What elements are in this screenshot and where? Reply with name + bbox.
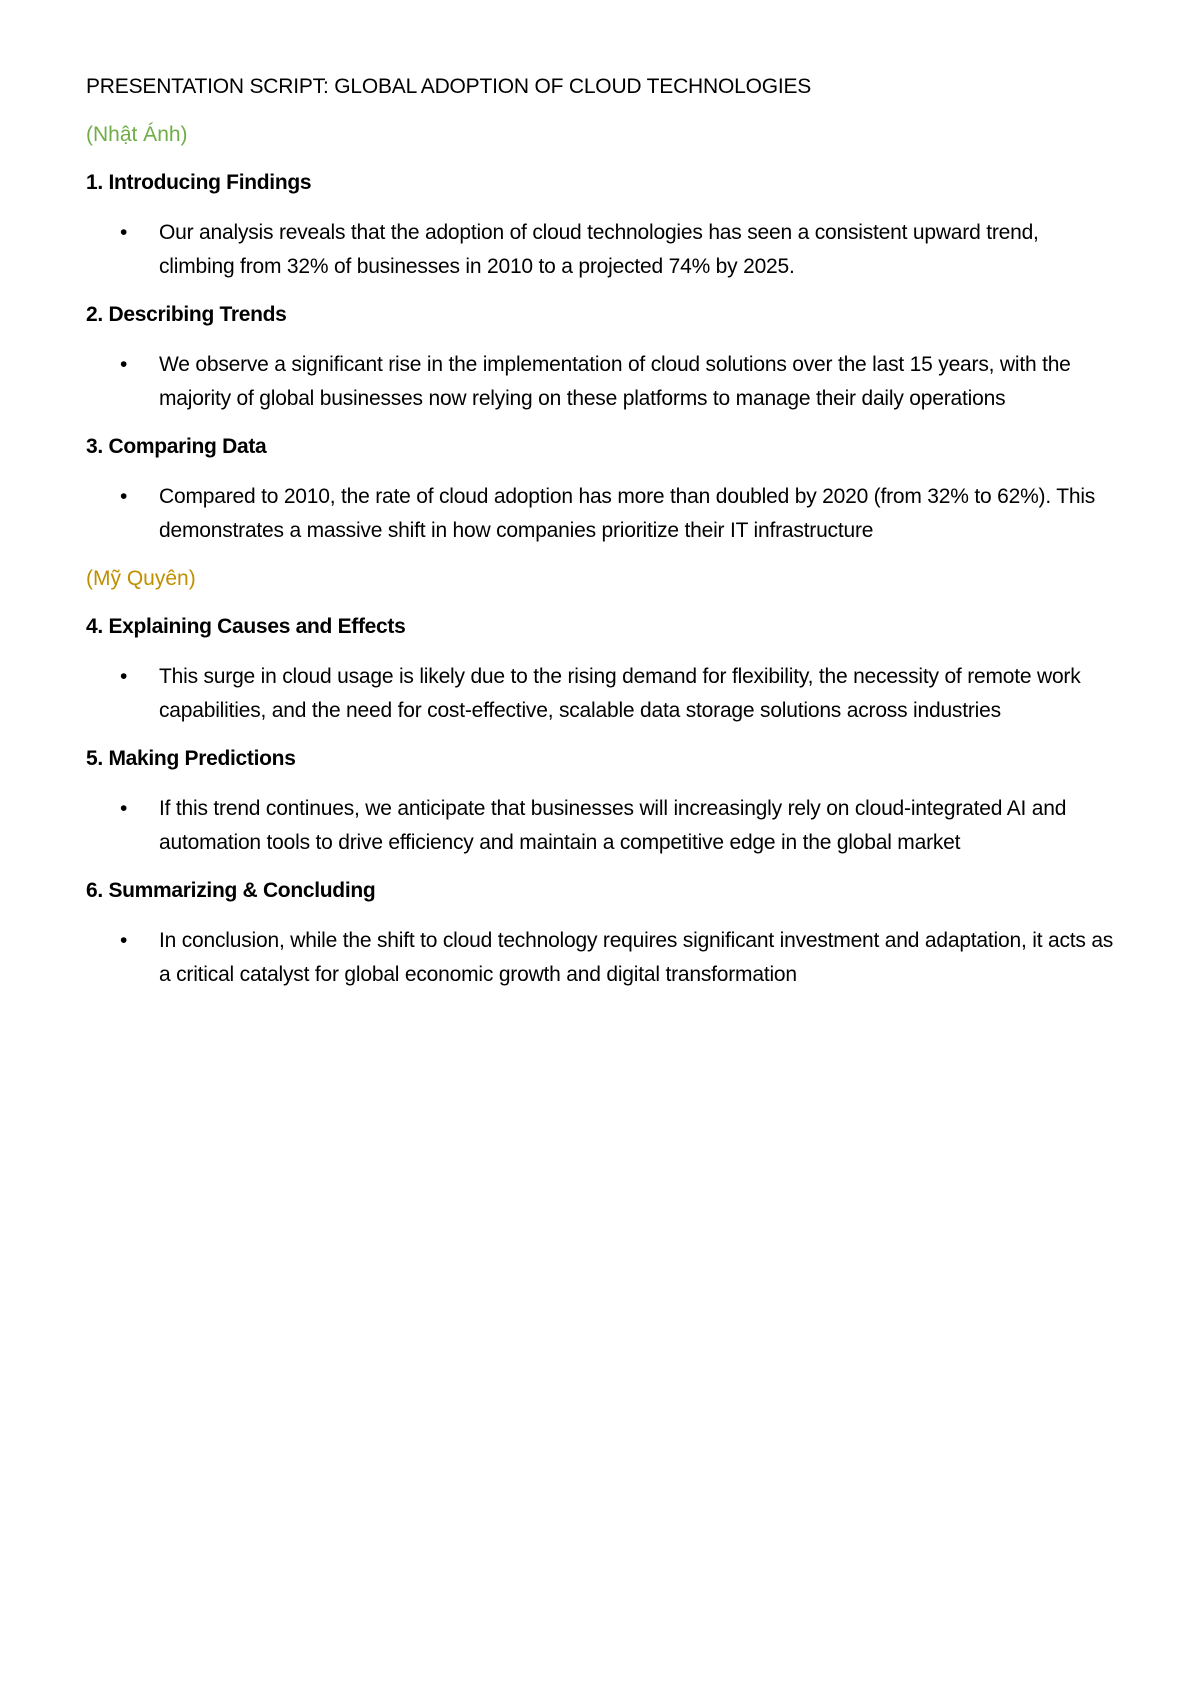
bullet-text: If this trend continues, we anticipate that businesses will increasingly rely on cloud-integrated AI and automation tools to drive efficiency and maintain a competitive edge in the global market — [159, 797, 1067, 854]
section-heading-making-predictions: 5. Making Predictions — [86, 747, 296, 770]
bullet-list — [86, 660, 1116, 728]
bullet-list — [86, 792, 1116, 860]
bullet-item-introducing-findings — [86, 216, 1116, 284]
bullet-item-comparing-data — [86, 480, 1116, 548]
bullet-item-explaining-causes — [86, 660, 1116, 728]
bullet-list — [86, 216, 1116, 284]
bullet-icon: • — [120, 353, 128, 376]
bullet-text: In conclusion, while the shift to cloud technology requires significant investment and adaptation, it acts as a critical catalyst for global economic growth and digital transformation — [159, 929, 1114, 986]
bullet-icon: • — [120, 797, 128, 820]
section-heading-introducing-findings: 1. Introducing Findings — [86, 171, 312, 194]
bullet-text: Our analysis reveals that the adoption of cloud technologies has seen a consistent upward trend, climbing from 32% of businesses in 2010 to a projected 74% by 2025. — [159, 221, 1039, 278]
bullet-item-describing-trends — [86, 348, 1116, 416]
speaker-label-my-quyen: (Mỹ Quyên) — [86, 567, 196, 590]
bullet-icon: • — [120, 485, 128, 508]
bullet-list — [86, 480, 1116, 548]
bullet-icon: • — [120, 665, 128, 688]
bullet-icon: • — [120, 221, 128, 244]
document-title: PRESENTATION SCRIPT: GLOBAL ADOPTION OF CLOUD TECHNOLOGIES — [86, 75, 812, 98]
document-page — [86, 72, 1116, 1008]
bullet-text: We observe a significant rise in the implementation of cloud solutions over the last 15 years, with the majority of global businesses now relying on these platforms to manage their daily operations — [159, 353, 1071, 410]
section-heading-comparing-data: 3. Comparing Data — [86, 435, 267, 458]
bullet-icon: • — [120, 929, 128, 952]
bullet-item-summarizing-concluding — [86, 924, 1116, 992]
section-heading-explaining-causes: 4. Explaining Causes and Effects — [86, 615, 406, 638]
bullet-list — [86, 348, 1116, 416]
section-heading-describing-trends: 2. Describing Trends — [86, 303, 287, 326]
bullet-text: This surge in cloud usage is likely due to the rising demand for flexibility, the necessity of remote work capabilities, and the need for cost-effective, scalable data storage solutions across industries — [159, 665, 1081, 722]
section-heading-summarizing-concluding: 6. Summarizing & Concluding — [86, 879, 376, 902]
bullet-list — [86, 924, 1116, 992]
bullet-text: Compared to 2010, the rate of cloud adoption has more than doubled by 2020 (from 32% to 62%). This demonstrates a massive shift in how companies prioritize their IT infrastructure — [159, 485, 1096, 542]
bullet-item-making-predictions — [86, 792, 1116, 860]
speaker-label-nhat-anh: (Nhật Ánh) — [86, 123, 188, 146]
